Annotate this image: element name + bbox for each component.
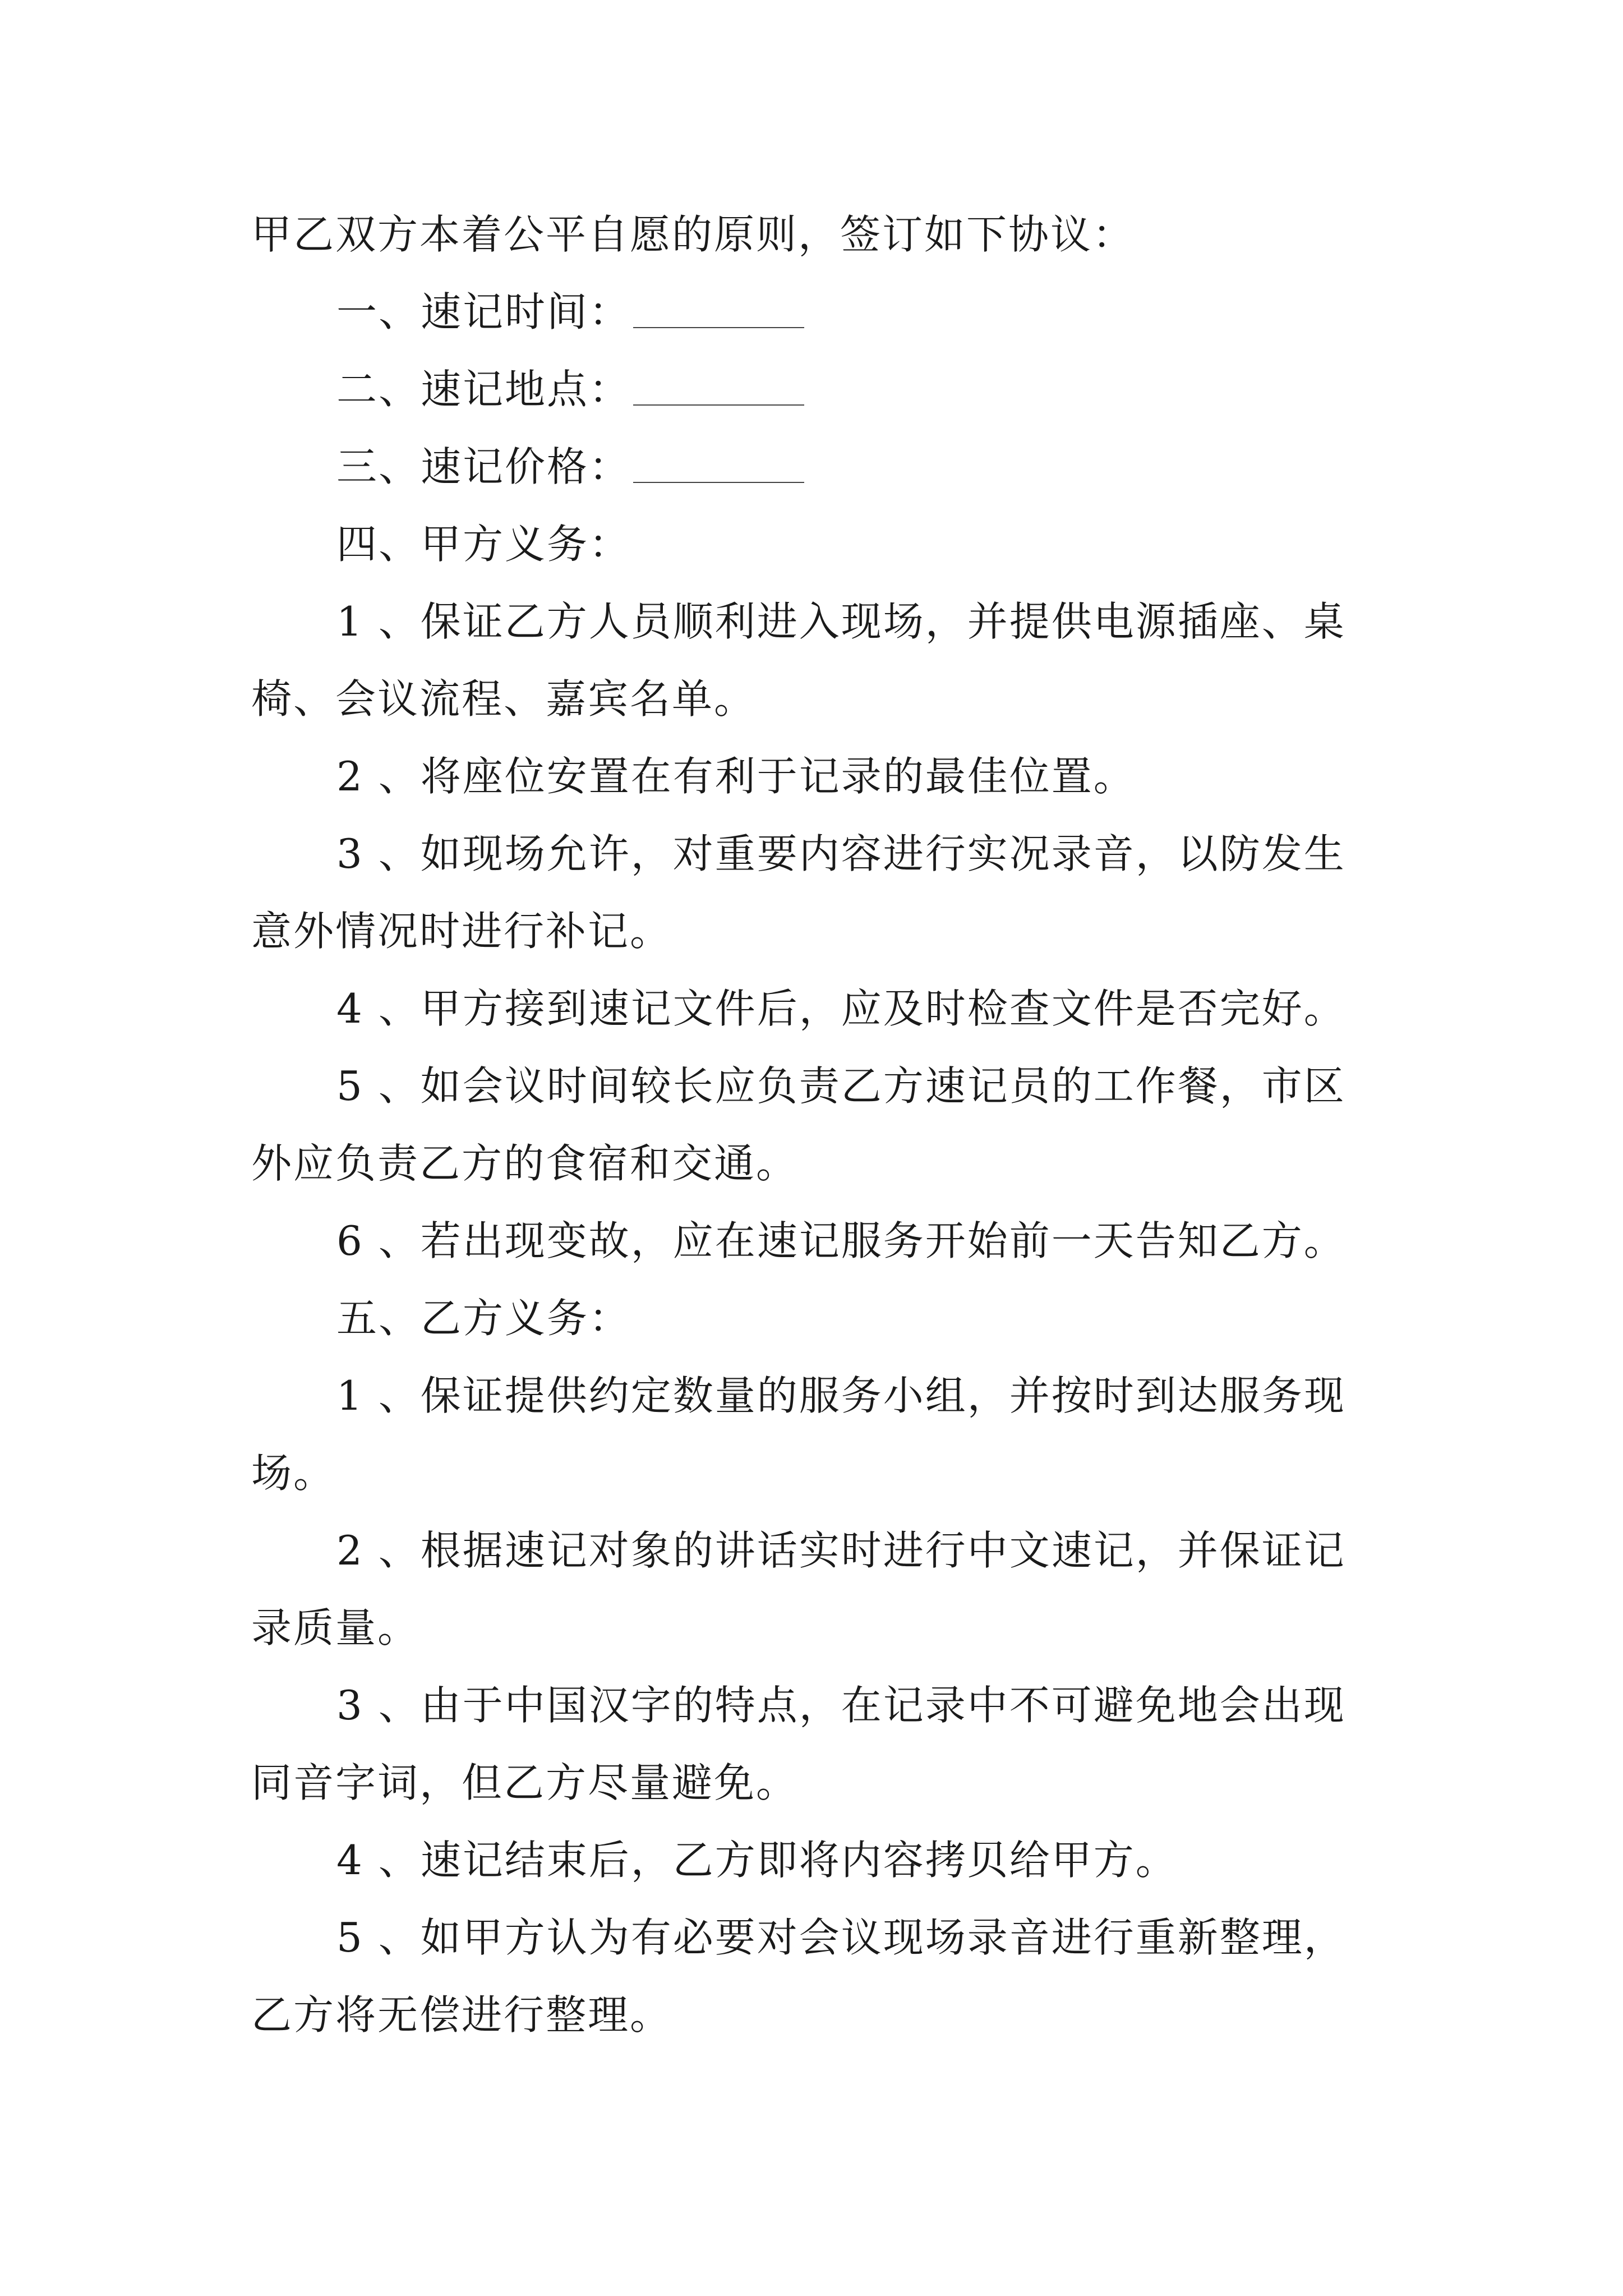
- party-a-item1-line1: 1 、保证乙方人员顺利进入现场，并提供电源插座、桌: [336, 598, 1346, 645]
- clause-time-label: 一、速记时间：: [336, 288, 631, 335]
- party-b-item5-line1: 5 、如甲方认为有必要对会议现场录音进行重新整理，: [336, 1914, 1346, 1961]
- party-a-item5-line2: 外应负责乙方的食宿和交通。: [251, 1140, 799, 1187]
- clause-place-label: 二、速记地点：: [336, 366, 631, 413]
- clause-time: [336, 284, 804, 340]
- party-b-item1-line2: 场。: [251, 1450, 336, 1497]
- place-blank-line: [633, 364, 804, 406]
- party-b-item2-line2: 录质量。: [251, 1604, 420, 1651]
- party-b-item5-line2: 乙方将无偿进行整理。: [251, 1991, 672, 2039]
- party-b-item4: 4 、速记结束后，乙方即将内容拷贝给甲方。: [336, 1837, 1178, 1884]
- party-a-item3-line2: 意外情况时进行补记。: [251, 908, 672, 955]
- clause-price: [336, 439, 804, 495]
- party-a-item2: 2 、将座位安置在有利于记录的最佳位置。: [336, 753, 1136, 800]
- party-b-item3-line2: 同音字词，但乙方尽量避免。: [251, 1759, 799, 1806]
- time-blank-line: [633, 287, 804, 328]
- clause-price-label: 三、速记价格：: [336, 443, 631, 490]
- party-b-item3-line1: 3 、由于中国汉字的特点，在记录中不可避免地会出现: [336, 1682, 1346, 1729]
- party-a-item3-line1: 3 、如现场允许，对重要内容进行实况录音，以防发生: [336, 830, 1346, 877]
- party-a-item5-line1: 5 、如会议时间较长应负责乙方速记员的工作餐，市区: [336, 1062, 1346, 1110]
- party-b-item2-line1: 2 、根据速记对象的讲话实时进行中文速记，并保证记: [336, 1527, 1346, 1574]
- party-a-item6: 6 、若出现变故，应在速记服务开始前一天告知乙方。: [336, 1217, 1346, 1264]
- party-b-heading: 五、乙方义务：: [336, 1295, 631, 1342]
- intro-paragraph: 甲乙双方本着公平自愿的原则，签订如下协议：: [251, 211, 1135, 258]
- party-a-item4: 4 、甲方接到速记文件后，应及时检查文件是否完好。: [336, 985, 1346, 1032]
- price-blank-line: [633, 441, 804, 483]
- party-a-heading: 四、甲方义务：: [336, 521, 631, 568]
- clause-place: [336, 361, 804, 417]
- party-b-item1-line1: 1 、保证提供约定数量的服务小组，并按时到达服务现: [336, 1372, 1346, 1419]
- party-a-item1-line2: 椅、会议流程、嘉宾名单。: [251, 675, 757, 723]
